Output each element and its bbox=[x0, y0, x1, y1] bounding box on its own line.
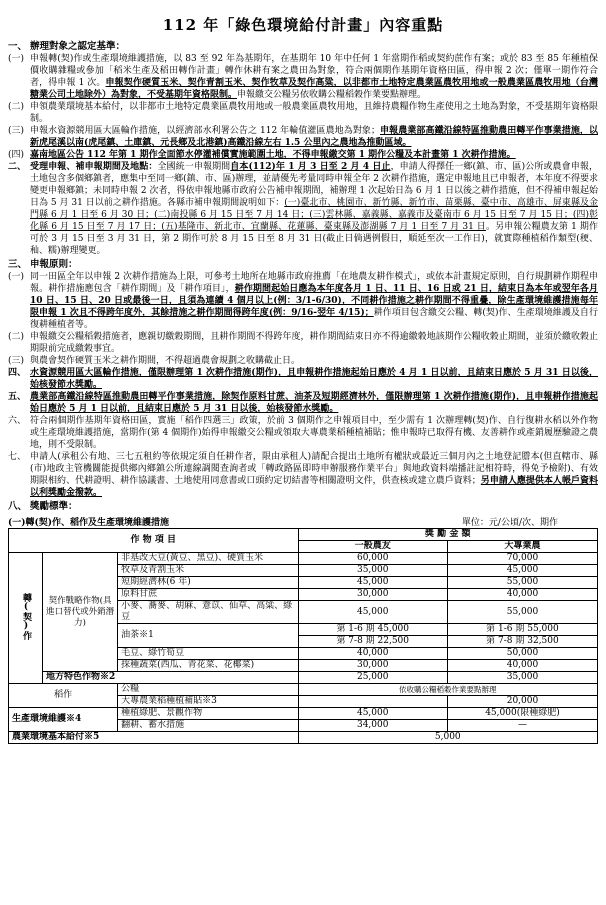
crop-name: 牧草及青割玉米 bbox=[118, 565, 298, 577]
item-number: (一) bbox=[8, 272, 25, 282]
section-8-heading: 獎勵標準： bbox=[30, 501, 78, 512]
amount-large: — bbox=[447, 720, 597, 732]
table-header-line bbox=[8, 515, 598, 528]
base-payment-amount: 5,000 bbox=[298, 732, 597, 744]
subsidy-table bbox=[8, 528, 598, 744]
section-4-text: 水資源競用區大區輪作措施，僅限辦理第 1 次耕作措施(期作)，且申報耕作措施起始日應於 4 月 1 日以前，且結束日應於 5 月 31 日以後，始核發節水獎勵。 bbox=[30, 368, 598, 390]
crop-name: 小麥、蕎麥、胡麻、薏苡、仙草、高粱、綠豆 bbox=[118, 601, 298, 624]
section-2-text: 。另申報公糧農友第 1 期作可於 3 月 15 日至 3 月 31 日，第 2 期作可於 8 月 15 日至 8 月 31 日(截止日倘遇例假日，順延至次一工作日)，就實際種植稻作類型(稉、秈、糯)辦理變更。 bbox=[30, 222, 598, 256]
amount-large: 40,000 bbox=[447, 660, 597, 672]
section-2-text: ，申請人得擇任一鄉(鎮、市、區)公所或農會申報，土地包含多個鄉鎮者，應集中至同一鄉(鎮、市、區)辦理，並請優先考量同時申報全年 2 次耕作措施，選定申報地且已申報者，本年度不得要求變更申報鄉鎮；未同時申報 2 次者，得依申報地縣市政府公告補申報期間，補辦理 1 次起始日為 6 月 1 日以後之耕作措施，但不得補申報起始日為 5 月 31 日以前之耕作措施。各縣市補申報期間說明如下： bbox=[30, 162, 598, 208]
amount-general: 45,000 bbox=[298, 708, 447, 720]
rice-note: 依收購公糧稻穀作業要點辦理 bbox=[298, 684, 597, 696]
amount-large: 55,000 bbox=[447, 601, 597, 624]
item-number: (三) bbox=[8, 126, 25, 136]
col-header-large: 大專業農 bbox=[447, 541, 597, 553]
amount-general: 30,000 bbox=[298, 660, 447, 672]
item-text: 申報繳交公糧稻穀措施者，應親切繳穀期間，且耕作期間不得跨年度，耕作期間結束日亦不得逾繳穀地該期作公糧收穀止期間，並須於繳收穀止期限前完成繳穀事宜。 bbox=[30, 332, 598, 354]
crop-name: 地方特色作物※2 bbox=[43, 672, 299, 684]
item-number: (四) bbox=[8, 150, 25, 160]
section-1-item-3 bbox=[8, 125, 598, 149]
amount-large: 55,000 bbox=[447, 577, 597, 589]
amount-general bbox=[298, 696, 447, 708]
section-7-text: 申請人(承租公有地、三七五租約等依規定須自任耕作者，限由承租人)請配合提出土地所有權狀或最近三個月內之土地登記謄本(但直轄市、縣(市)地政主管機關能提供鄉內鄉鎮公所連線調閱查詢者或「轉政路區即時申辦服務作業平台」與地政資料端播註記相符時，得免予檢附)、有效期限相約、代耕證明、耕作協議書、土地使用同意書或口頭約定切結書等相關證明文件，供查核或建立農戶資料； bbox=[30, 452, 598, 486]
section-3 bbox=[8, 259, 598, 367]
table-caption: (一)轉(契)作、稻作及生產環境維護措施 bbox=[8, 518, 170, 528]
section-6-number: 六、 bbox=[8, 416, 27, 426]
section-8-number: 八、 bbox=[8, 501, 28, 512]
section-3-item-3 bbox=[8, 355, 598, 367]
amount-large: 第 1-6 期 55,000 bbox=[447, 624, 597, 636]
section-2-period: 自本(112)年 1 月 3 日至 2 月 4 日止 bbox=[230, 162, 391, 172]
amount-general: 60,000 bbox=[298, 553, 447, 565]
section-8 bbox=[8, 501, 598, 513]
amount-large: 35,000 bbox=[447, 672, 597, 684]
section-2-text: 全國統一申報期間 bbox=[157, 162, 231, 172]
strategic-crop-label: 契作戰略作物(具進口替代或外銷潛力) bbox=[43, 553, 118, 672]
item-text: 與農會契作硬質玉米之耕作期間，不得超過農會規劃之收購截止日。 bbox=[30, 356, 301, 366]
amount-large: 45,000 bbox=[447, 565, 597, 577]
item-text: 耕作項目包含繳交公糧、轉(契)作、生產環境維護及自行復耕種植者等。 bbox=[30, 308, 598, 330]
section-3-number: 三、 bbox=[8, 259, 28, 270]
crop-name: 毛豆、綠竹筍豆 bbox=[118, 648, 298, 660]
amount-general: 第 7-8 期 22,500 bbox=[298, 636, 447, 648]
crop-name: 公糧 bbox=[118, 684, 298, 696]
section-1-item-1 bbox=[8, 53, 598, 101]
crop-name: 非基改大豆(黃豆、黑豆)、硬質玉米 bbox=[118, 553, 298, 565]
amount-large: 45,000(限種綠肥) bbox=[447, 708, 597, 720]
table-row bbox=[9, 684, 598, 696]
item-text: 同一田區全年以申報 2 次耕作措施為上限，可參考土地所在地縣市政府推薦「在地農友耕作模式」，或依本計畫規定原則，自行規劃耕作期程申報。耕作措施應包含「耕作期間」及「耕作項目」， bbox=[30, 272, 598, 294]
item-number: (一) bbox=[8, 54, 25, 64]
item-text-emphasis: 耕作期間起始日應為本年度各月 1 日、11 日、16 日或 21 日，結束日為本年或翌年各月 10 日、15 日、20 日或最後一日，且須為連續 4 個月以上(例：3/1-6/30)，不同耕作措施之耕作期間不得重疊，除生產環境維護措施每年限申報 1 次且不得跨年度外，其餘措施之耕作期間得跨年度(例：9/16-翌年 4/15)； bbox=[30, 284, 598, 318]
item-text: 申報繳交公糧另依收購公糧稻穀作業要點辦理。 bbox=[237, 90, 427, 100]
amount-general: 第 1-6 期 45,000 bbox=[298, 624, 447, 636]
crop-name: 翻耕、蓄水措施 bbox=[118, 720, 298, 732]
crop-name: 油茶※1 bbox=[118, 624, 298, 648]
crop-name: 原料甘蔗 bbox=[118, 589, 298, 601]
table-unit: 單位：元/公頃/次、期作 bbox=[461, 518, 558, 528]
section-2-number: 二、 bbox=[8, 162, 27, 172]
col-header-amount: 獎 勵 金 額 bbox=[298, 529, 597, 541]
env-label: 生產環境維護※4 bbox=[9, 708, 118, 732]
section-1-heading: 辦理對象之認定基準： bbox=[30, 41, 126, 52]
amount-large: 20,000 bbox=[447, 696, 597, 708]
item-text: 申報水資源競用區大區輪作措施，以經濟部水利署公告之 112 年輪值灌區農地為對象； bbox=[30, 126, 380, 136]
document-page bbox=[8, 0, 598, 744]
amount-general: 45,000 bbox=[298, 601, 447, 624]
amount-general: 25,000 bbox=[298, 672, 447, 684]
crop-name: 大專農業稻種植補貼※3 bbox=[118, 696, 298, 708]
section-2-heading: 受理申報、補申報期間及地點： bbox=[30, 162, 158, 172]
amount-general: 35,000 bbox=[298, 565, 447, 577]
section-7-text-emphasis: 另申請人應提供本人帳戶資料以利獎勵金撥款。 bbox=[30, 476, 598, 498]
section-1-item-2 bbox=[8, 101, 598, 125]
table-row bbox=[9, 708, 598, 720]
document-title: 112 年「綠色環境給付計畫」內容重點 bbox=[162, 16, 444, 34]
item-text-emphasis: 嘉南地區公告 112 年第 1 期作全面節水停灌補償實施範圍土地，不得申報繳交第 1 期作公糧及本計畫第 1 次耕作措施。 bbox=[30, 150, 516, 160]
section-7-number: 七、 bbox=[8, 452, 27, 462]
item-number: (二) bbox=[8, 332, 25, 342]
amount-large: 50,000 bbox=[447, 648, 597, 660]
table-row bbox=[9, 553, 598, 565]
section-2-county-periods: (一)臺北市、桃園市、新竹縣、新竹市、苗栗縣、臺中市、高雄市、屏東縣及金門縣 6 月 1 日至 6 月 30 日；(二)南投縣 6 月 15 日至 7 月 14 日；(三)雲林縣、嘉義縣、嘉義市及臺南市 6 月 15 日至 7 月 15 日；(四)彰化縣 6 月 15 日至 7 月 17 日；(五)基隆市、新北市、宜蘭縣、花蓮縣、臺東縣及澎湖縣 7 月 1 日至 7 月 31 日 bbox=[30, 198, 598, 232]
section-6-text: 符合兩個期作基期年資格田區，實施「稻作四選三」政策，於前 3 個期作之申報項目中，至少需有 1 次辦理轉(契)作、自行復耕水稻以外作物或生產環境維護措施，當期作(第 4 個期作)始得申報繳交公糧或領取大專農業稻種植補貼；惟申報時已取得有機、友善耕作或產銷履歷驗證之農地，則不受限制。 bbox=[30, 416, 598, 450]
item-number: (三) bbox=[8, 356, 25, 366]
amount-general: 45,000 bbox=[298, 577, 447, 589]
amount-large: 70,000 bbox=[447, 553, 597, 565]
col-header-general: 一般農友 bbox=[298, 541, 447, 553]
amount-general: 34,000 bbox=[298, 720, 447, 732]
section-7 bbox=[8, 451, 598, 499]
section-1-number: 一、 bbox=[8, 41, 28, 52]
table-row bbox=[9, 672, 598, 684]
table-row bbox=[9, 732, 598, 744]
section-3-item-1 bbox=[8, 271, 598, 331]
table-header-row bbox=[9, 529, 598, 541]
item-text-emphasis: 申報契作硬質玉米、契作青割玉米、契作牧草及契作高粱，以非都市土地特定農業區農牧用地或一般農業區農牧用地（台灣糖業公司土地除外）為對象，不受基期年資格限制。 bbox=[30, 78, 598, 100]
base-payment-label: 農業環境基本給付※5 bbox=[9, 732, 299, 744]
section-4-number: 四、 bbox=[8, 368, 27, 378]
section-4 bbox=[8, 367, 598, 391]
section-3-item-2 bbox=[8, 331, 598, 355]
crop-name: 採種蔬菜(西瓜、青花菜、花椰菜) bbox=[118, 660, 298, 672]
item-number: (二) bbox=[8, 102, 25, 112]
amount-large: 第 7-8 期 32,500 bbox=[447, 636, 597, 648]
group-label-vertical: 轉(契)作 bbox=[21, 592, 31, 640]
crop-name: 種植綠肥、景觀作物 bbox=[118, 708, 298, 720]
amount-general: 30,000 bbox=[298, 589, 447, 601]
section-1-item-4 bbox=[8, 149, 598, 161]
item-text-emphasis: 申報農業部高鐵沿線特區推動農田轉平作事業措施，以新虎尾溪以南(虎尾鎮、土庫鎮、元長鄉及北港鎮)高鐵沿線左右 1.5 公里內之農地為推動區域。 bbox=[30, 126, 598, 148]
crop-name: 短期經濟林(6 年) bbox=[118, 577, 298, 589]
amount-large: 40,000 bbox=[447, 589, 597, 601]
section-5-text: 農業部高鐵沿線特區推動農田轉平作事業措施，除契作原料甘蔗、油茶及短期經濟林外，僅限辦理第 1 次耕作措施(期作)，且申報耕作措施起始日應於 5 月 1 日以前，且結束日應於 5 月 31 日以後，始核發節水獎勵。 bbox=[30, 392, 598, 414]
section-2 bbox=[8, 161, 598, 257]
col-header-item: 作 物 項 目 bbox=[9, 529, 299, 553]
section-1 bbox=[8, 41, 598, 161]
section-6 bbox=[8, 415, 598, 451]
section-5 bbox=[8, 391, 598, 415]
item-text: 申領農業環境基本給付，以非都市土地特定農業區農牧用地或一般農業區農牧用地，且維持農糧作物生產使用之土地為對象，不受基期年資格限制。 bbox=[30, 102, 598, 124]
section-5-number: 五、 bbox=[8, 392, 27, 402]
amount-general: 40,000 bbox=[298, 648, 447, 660]
section-3-heading: 申報原則： bbox=[30, 259, 78, 270]
item-text: 申報轉(契)作或生產環境維護措施，以 83 至 92 年為基期年，在基期年 10 年中任何 1 年當期作稻或契約蔗作有案；或於 83 至 85 年種植保價收購雜糧或參加「稻米生產及稻田轉作計畫」轉作休耕有案之農田為對象，符合兩個期作基期年資格田區，得申報 2 次；僅單一期作符合者，得申報 1 次。 bbox=[30, 54, 598, 88]
rice-label: 稻作 bbox=[9, 684, 118, 708]
